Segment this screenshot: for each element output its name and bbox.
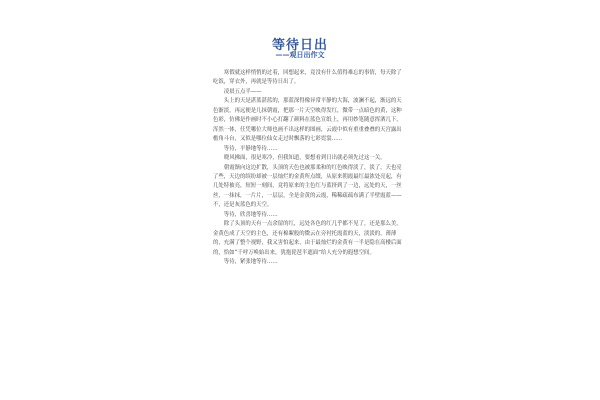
paragraph-waiting-tense: 等待，紧张地等待…… [223,259,278,266]
paragraph-golden: 除了头顶的天有一点余留的红，远处各色的红几乎都不见了，还是那么美，金黄色成了天空的主色，还有棉絮般的微云在旁衬托霞蓝的天，淡淡的，薄薄的，充满了整个视野，我又害怕起来，由于最灿烂的金黄有一半是隐在高楼后面的，恰如“千呼万唤始出来，犹抱琵琶半遮面”给人充分的遐想空间。 [213,221,402,256]
paragraph-wind: 晓风拂面，很是寒冷，但我知道，要想看到日出就必须先过这一关。 [223,155,386,162]
page-subtitle: ——观日出作文 [275,51,325,59]
article-body [213,69,407,268]
page-title: 等待日出 [271,38,328,53]
paragraph-sky: 头上的天是湛蓝湛蓝的，那蓝深得像异常平静的大海，波澜不起，渐远的天色渐淡，再远便是几抹朝霞，把那一片天空映得发红，微带一点暗色的黄，这种色彩，仿佛是作画时不小心打翻了颜料在蓝色宣纸上，再用妙笔随意挥洒几下，浑然一体，任凭哪位大师也画不出这样的图画，云霞中似有重重叠叠的天宫露出檐角斗台，又似是哪位仙女走过时飘落的七彩霓裳…… [213,98,402,143]
paragraph-intro: 寒假就这样悄悄的过着，回想起来，竟没有什么值得难忘的事情，每天除了吃饭，穿衣外，再就是等待日出了。 [213,70,402,86]
paragraph-waiting-calm: 等待，平静地等待…… [223,145,278,152]
paragraph-glow: 朝霞渐向这边扩散，头顶的天色也被那柔和的红色映得淡了，淡了，天也亮了些，天边的缤纷却被一层灿烂的金黄所点缀，从原来朝霞最红最浓处亮起，有几处特被亮，短短一刻间，竟将原来的主色红与蓝挤到了一边，远处的天，一丝丝，一抹抹，一片片，一层层，全是金黄的云霞，稀稀疏疏布满了半壁霞蓝——不，还是灰蓝色的天空。 [213,164,402,209]
paragraph-waiting-joy: 等待，欣喜地等待…… [223,211,278,218]
paragraph-time: 凌晨五点半—— [223,88,262,95]
